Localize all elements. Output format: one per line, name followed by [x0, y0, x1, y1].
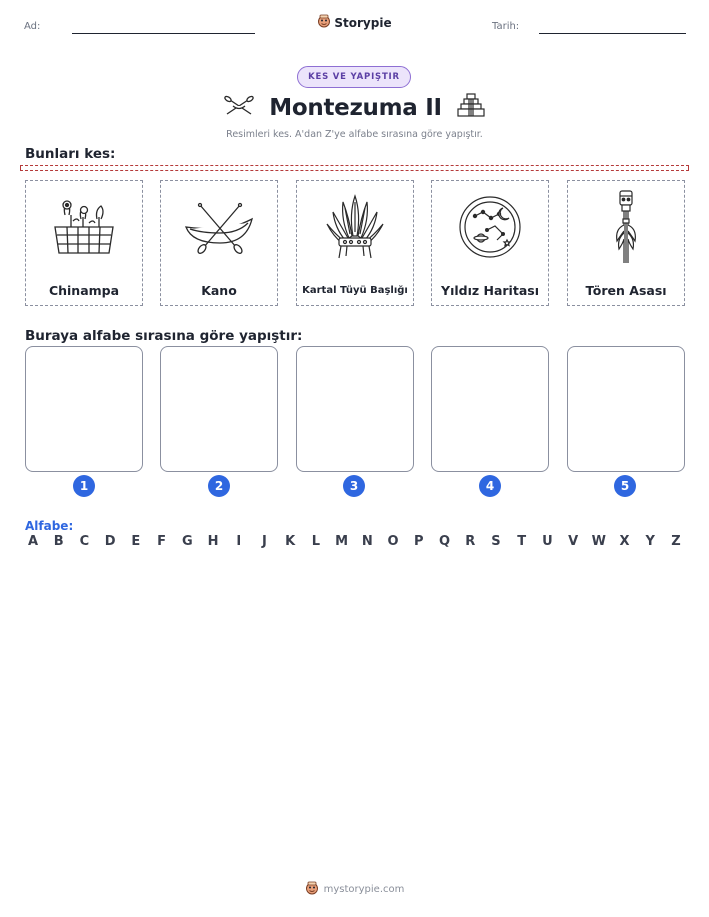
- alphabet-letter: K: [285, 534, 296, 549]
- card-label: Kano: [201, 283, 237, 298]
- star-map-icon: [432, 189, 548, 265]
- alphabet-letter: M: [335, 534, 349, 549]
- page-title: Montezuma II: [269, 95, 442, 121]
- ceremonial-staff-icon: [568, 189, 684, 265]
- alphabet-title: Alfabe:: [25, 519, 74, 533]
- card-label: Yıldız Haritası: [441, 283, 539, 298]
- storypie-logo-icon: [305, 880, 319, 899]
- alphabet-letter: C: [79, 534, 90, 549]
- alphabet-letter: W: [591, 534, 606, 549]
- alphabet-letter: Y: [645, 534, 655, 549]
- paste-number-2: 2: [208, 475, 230, 497]
- alphabet-letter: X: [619, 534, 630, 549]
- alphabet-letter: N: [361, 534, 373, 549]
- cut-card-5[interactable]: [567, 180, 685, 306]
- alphabet-letter: S: [491, 534, 501, 549]
- alphabet-letter: A: [27, 534, 39, 549]
- pyramid-icon: [456, 92, 486, 124]
- feather-headdress-icon: [297, 189, 413, 265]
- paste-box-2[interactable]: [160, 346, 278, 472]
- alphabet-letter: I: [236, 534, 242, 549]
- paste-number-3: 3: [343, 475, 365, 497]
- brand-header: [0, 13, 709, 32]
- paste-box-5[interactable]: [567, 346, 685, 472]
- paste-heading: Buraya alfabe sırasına göre yapıştır:: [25, 328, 303, 344]
- alphabet-letter: B: [53, 534, 64, 549]
- cut-card-1[interactable]: [25, 180, 143, 306]
- crossed-paddles-icon: [223, 94, 255, 122]
- storypie-logo-icon: [317, 13, 331, 32]
- alphabet-letter: Q: [438, 534, 451, 549]
- alphabet-letter: J: [262, 534, 267, 549]
- alphabet-letter: Z: [671, 534, 681, 549]
- chinampa-planter-icon: [26, 189, 142, 265]
- alphabet-letter: E: [131, 534, 141, 549]
- cut-card-3[interactable]: [296, 180, 414, 306]
- alphabet-letter: V: [568, 534, 579, 549]
- paste-box-1[interactable]: [25, 346, 143, 472]
- name-label: Ad:: [24, 21, 41, 32]
- title-row: [0, 92, 709, 124]
- card-label: Kartal Tüyü Başlığı: [302, 285, 408, 296]
- alphabet-letter: P: [414, 534, 424, 549]
- paste-number-5: 5: [614, 475, 636, 497]
- alphabet-letter: O: [387, 534, 399, 549]
- paste-number-4: 4: [479, 475, 501, 497]
- alphabet-letter: U: [542, 534, 553, 549]
- footer: [0, 880, 709, 899]
- canoe-icon: [161, 189, 277, 265]
- card-label: Chinampa: [48, 283, 120, 298]
- alphabet-letter: F: [157, 534, 167, 549]
- card-label: Tören Asası: [585, 283, 667, 298]
- alphabet-letter: G: [181, 534, 193, 549]
- alphabet-letter: D: [104, 534, 116, 549]
- alphabet-letter: T: [517, 534, 527, 549]
- alphabet-letter: L: [311, 534, 321, 549]
- cut-line: [20, 165, 689, 171]
- cut-card-4[interactable]: [431, 180, 549, 306]
- cut-card-2[interactable]: [160, 180, 278, 306]
- brand-name: Storypie: [334, 15, 392, 30]
- footer-url[interactable]: mystorypie.com: [323, 884, 405, 895]
- paste-number-1: 1: [73, 475, 95, 497]
- paste-box-4[interactable]: [431, 346, 549, 472]
- cut-heading: Bunları kes:: [25, 146, 116, 162]
- name-line[interactable]: [72, 33, 255, 34]
- paste-box-3[interactable]: [296, 346, 414, 472]
- date-line[interactable]: [539, 33, 686, 34]
- alphabet-row: [25, 534, 684, 549]
- alphabet-letter: R: [465, 534, 476, 549]
- alphabet-letter: H: [207, 534, 219, 549]
- instructions: Resimleri kes. A'dan Z'ye alfabe sırasına göre yapıştır.: [226, 129, 483, 140]
- activity-badge: KES VE YAPIŞTIR: [297, 66, 411, 88]
- date-label: Tarih:: [492, 21, 520, 32]
